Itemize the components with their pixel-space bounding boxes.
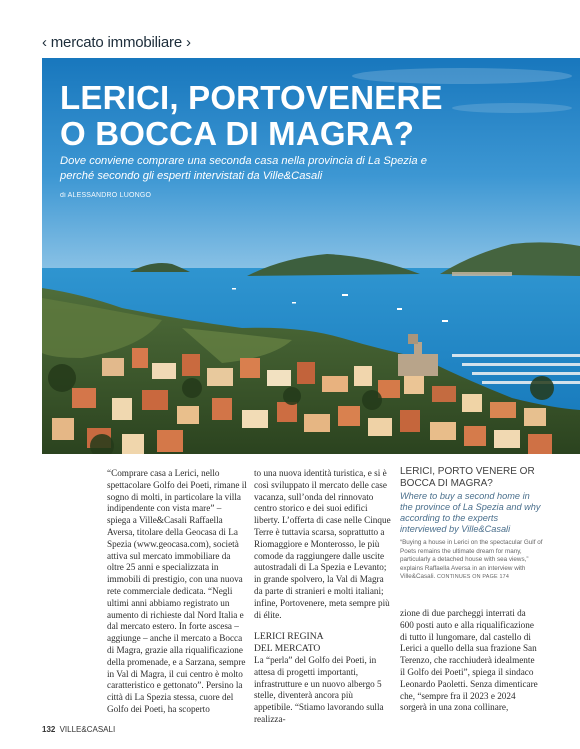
page-number: 132	[42, 725, 56, 734]
column-2-subhead	[254, 631, 392, 655]
column-2-text-a: to una nuova identità turistica, e si è così sviluppato il mercato delle case vacanza, sull’onda del rinnovato centro storico e dei suoi edifici liberty. L’offerta di case nelle Cinque Terre è tuttavia scarsa, soprattutto a Riomaggiore e Monterosso, le più comode da raggiungere dalle uscite autostradali di La Spezia e Levanto; in grande spolvero, la Val di Magra da parte di stranieri e molti italiani; infine, Portovenere, meta sempre più di élite.	[254, 468, 391, 620]
column-2-text-b: La “perla” del Golfo dei Poeti, in attesa di progetti importanti, infrastrutture e un nuovo albergo 5 stelle, diventerà ancora più appetibile. “Stiamo lavorando sulla realizza-	[254, 654, 384, 724]
headline-line-2: O BOCCA DI MAGRA?	[60, 115, 415, 152]
article-column-2	[254, 468, 392, 726]
hero-photo	[42, 58, 580, 454]
article-column-3	[400, 608, 538, 714]
subhead-line-2: DEL MERCATO	[254, 643, 321, 655]
english-title: LERICI, PORTO VENERE OR BOCCA DI MAGRA?	[400, 466, 535, 489]
english-summary	[400, 466, 545, 582]
column-1-text: “Comprare casa a Lerici, nello spettacolare Golfo dei Poeti, rimane il sogno di molti, in particolare la villa indipendente con vista mare” – spiega a Ville&Casali Raffaella Aversa, titolare della Geocasa di La Spezia (www.geocasa.com), società attiva sul mercato immobiliare da oltre 25 anni e specializzata in immobili di prestigio, con una nuova rete commerciale dedicata. “Negli ultimi anni abbiamo registrato un aumento di richieste dal Nord Italia e dal mercato estero. In forte ascesa – aggiunge – anche il mercato a Bocca di Magra, grazie alla riqualificazione della promenade, e a Sarzana, sempre in Val di Magra, il cui centro è molto caratteristico e gettonato”. Persino la città di La Spezia stessa, cuore del Golfo dei Poeti, ha scoperto	[107, 468, 247, 714]
section-label: ‹ mercato immobiliare ›	[42, 34, 191, 51]
english-body	[400, 539, 545, 582]
english-body-text: “Buying a house in Lerici on the spectacular Gulf of Poets remains the ultimate dream for many, particularly a detached house with sea views,” explains Raffaella Aversa in an interview with Ville&Casali.	[400, 539, 543, 581]
magazine-name: VILLE&CASALI	[59, 725, 116, 734]
english-deck: Where to buy a second home in the province of La Spezia and why according to the experts interviewed by Ville&Casali	[400, 491, 541, 534]
article-headline	[60, 80, 443, 152]
article-column-1	[107, 468, 247, 716]
page-folio	[42, 725, 115, 734]
continues-note: CONTINUES ON PAGE 174	[436, 574, 510, 581]
column-3-text: zione di due parcheggi interrati da 600 posti auto e alla riqualificazione di tutto il lungomare, dal castello di Lerici a quello della sua frazione San Terenzo, che racchiuderà idealmente il Golfo dei Poeti”, spiega il sindaco Leonardo Paoletti. Senza dimenticare che, “sempre fra il 2023 e 2024 sorgerà in una zona collinare,	[400, 608, 538, 713]
subhead-line-1: LERICI REGINA	[254, 631, 324, 643]
headline-line-1: LERICI, PORTOVENERE	[60, 79, 443, 116]
article-deck: Dove conviene comprare una seconda casa nella provincia di La Spezia e perché secondo gli esperti intervistati da Ville&Casali	[60, 155, 427, 182]
byline: di ALESSANDRO LUONGO	[60, 192, 152, 199]
